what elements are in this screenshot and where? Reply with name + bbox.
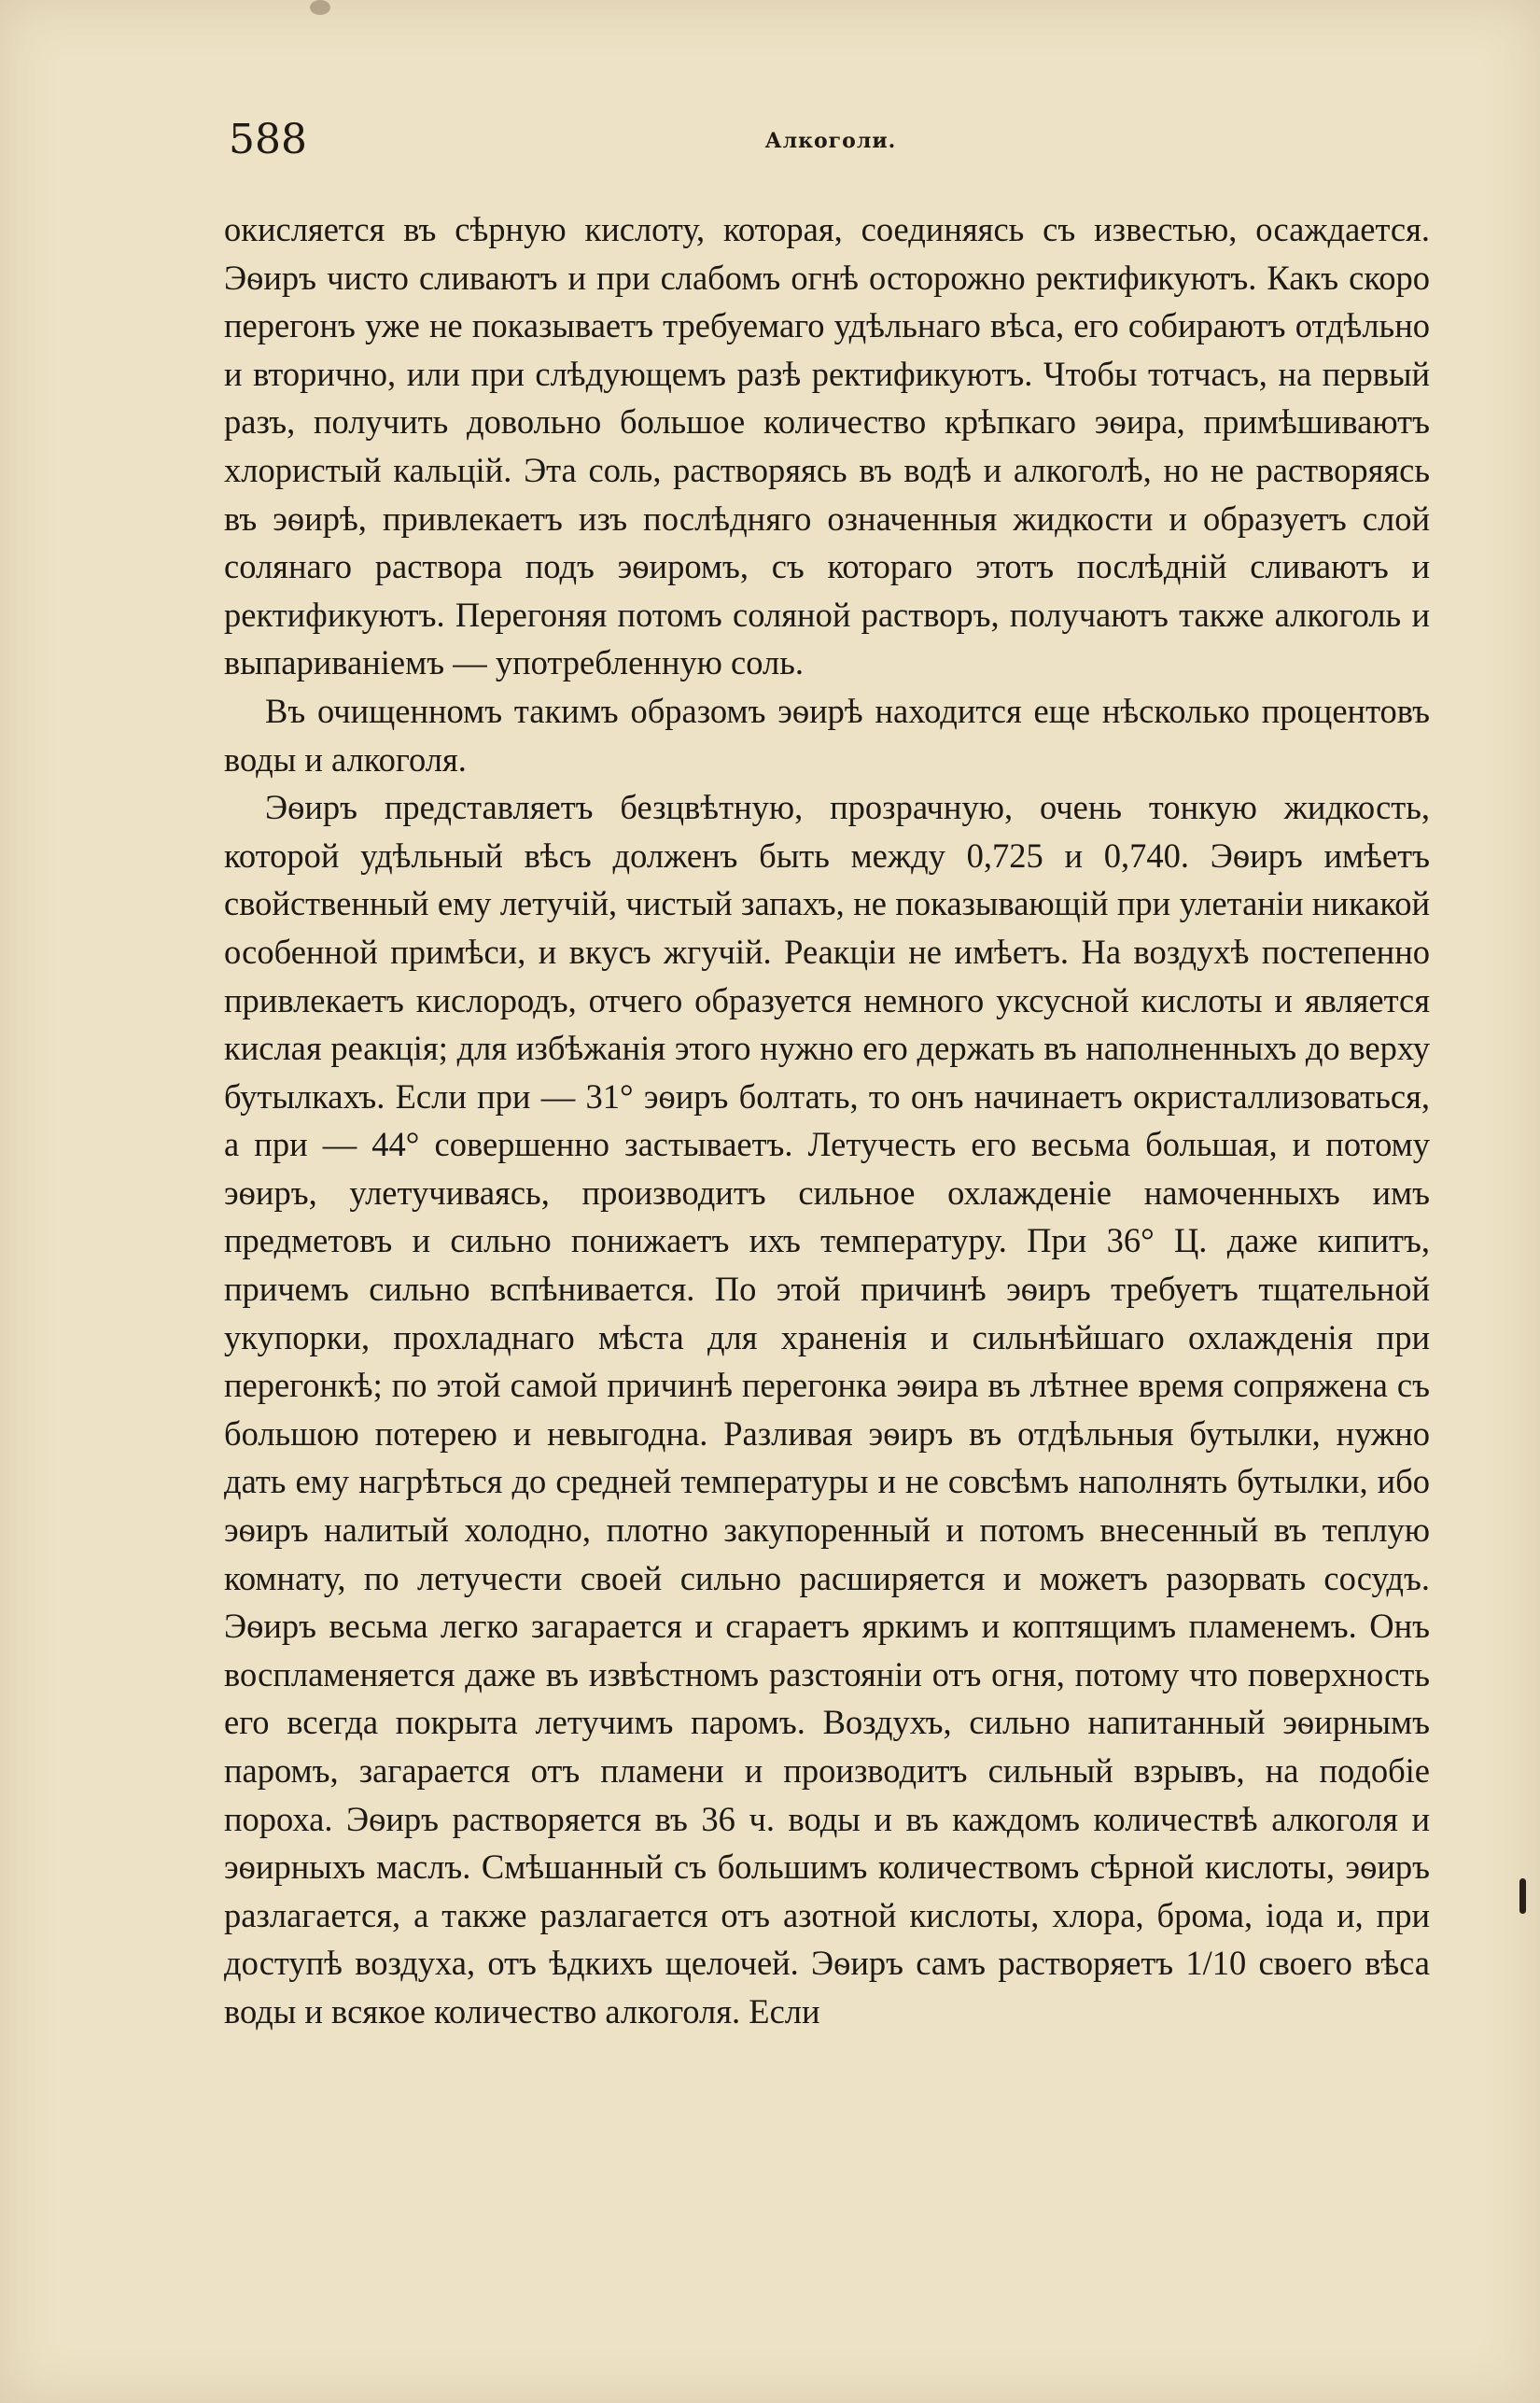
ink-stain [310, 0, 330, 15]
paragraph-purified-ether: Въ очищенномъ такимъ образомъ эѳирѣ находится еще нѣсколько процентовъ воды и алкоголя. [224, 691, 1430, 779]
paragraph-ether-properties: Эѳиръ представляетъ безцвѣтную, прозрачную, очень тонкую жидкость, которой удѣльный вѣсъ долженъ быть между 0,725 и 0,740. Эѳиръ имѣетъ свойственный ему летучій, чистый запахъ, не показывающій при улетаніи никакой особенной примѣси, и вкусъ жгучій. Реакціи не имѣетъ. На воздухѣ постепенно привлекаетъ кислородъ, отчего образуется немного уксусной кислоты и является кислая реакція; для избѣжанія этого нужно его держать въ наполненныхъ до верху бутылкахъ. Если при — 31° эѳиръ болтать, то онъ начинаетъ окристаллизоваться, а при — 44° совершенно застываетъ. Летучесть его весьма большая, и потому эѳиръ, улетучиваясь, производитъ сильное охлажденіе намоченныхъ имъ предметовъ и сильно понижаетъ ихъ температуру. При 36° Ц. даже кипитъ, причемъ сильно вспѣнивается. По этой причинѣ эѳиръ требуетъ тщательной укупорки, прохладнаго мѣста для храненія и сильнѣйшаго охлажденія при перегонкѣ; по этой самой причинѣ перегонка эѳира въ лѣтнее время сопряжена съ большою потерею и невыгодна. Разливая эѳиръ въ отдѣльныя бутылки, нужно дать ему нагрѣться до средней температуры и не совсѣмъ наполнять бутылки, ибо эѳиръ налитый холодно, плотно закупоренный и потомъ внесенный въ теплую комнату, по летучести своей сильно расширяется и можетъ разорвать сосудъ. Эѳиръ весьма легко загарается и сгараетъ яркимъ и коптящимъ пламенемъ. Онъ воспламеняется даже въ извѣстномъ разстояніи отъ огня, потому что поверхность его всегда покрыта летучимъ паромъ. Воздухъ, сильно напитанный эѳирнымъ паромъ, загарается отъ пламени и производитъ сильный взрывъ, на подобіе пороха. Эѳиръ растворяется въ 36 ч. воды и въ каждомъ количествѣ алкоголя и эѳирныхъ маслъ. Смѣшанный съ большимъ количествомъ сѣрной кислоты, эѳиръ разлагается, а также разлагается отъ азотной кислоты, хлора, брома, іода и, при доступѣ воздуха, отъ ѣдкихъ щелочей. Эѳиръ самъ растворяетъ 1/10 своего вѣса воды и всякое количество алкоголя. Если [224, 788, 1430, 2031]
page-header [229, 114, 1433, 170]
paragraph-continued: окисляется въ сѣрную кислоту, которая, соединяясь съ известью, осаждается. Эѳиръ чисто сливаютъ и при слабомъ огнѣ осторожно ректификуютъ. Какъ скоро перегонъ уже не показываетъ требуемаго удѣльнаго вѣса, его собираютъ отдѣльно и вторично, или при слѣдующемъ разѣ ректификуютъ. Чтобы тотчасъ, на первый разъ, получить довольно большое количество крѣпкаго эѳира, примѣшиваютъ хлористый кальцій. Эта соль, растворяясь въ водѣ и алкоголѣ, но не растворяясь въ эѳирѣ, привлекаетъ изъ послѣдняго означенныя жидкости и образуетъ слой солянаго раствора подъ эѳиромъ, съ котораго этотъ послѣдній сливаютъ и ректификуютъ. Перегоняя потомъ соляной растворъ, получаютъ также алкоголь и выпариваніемъ — употребленную соль. [224, 210, 1430, 682]
body-text [224, 205, 1430, 2036]
page-number: 588 [229, 116, 307, 163]
margin-ink-mark [1519, 1878, 1526, 1914]
running-head: Алкоголи. [764, 129, 897, 153]
